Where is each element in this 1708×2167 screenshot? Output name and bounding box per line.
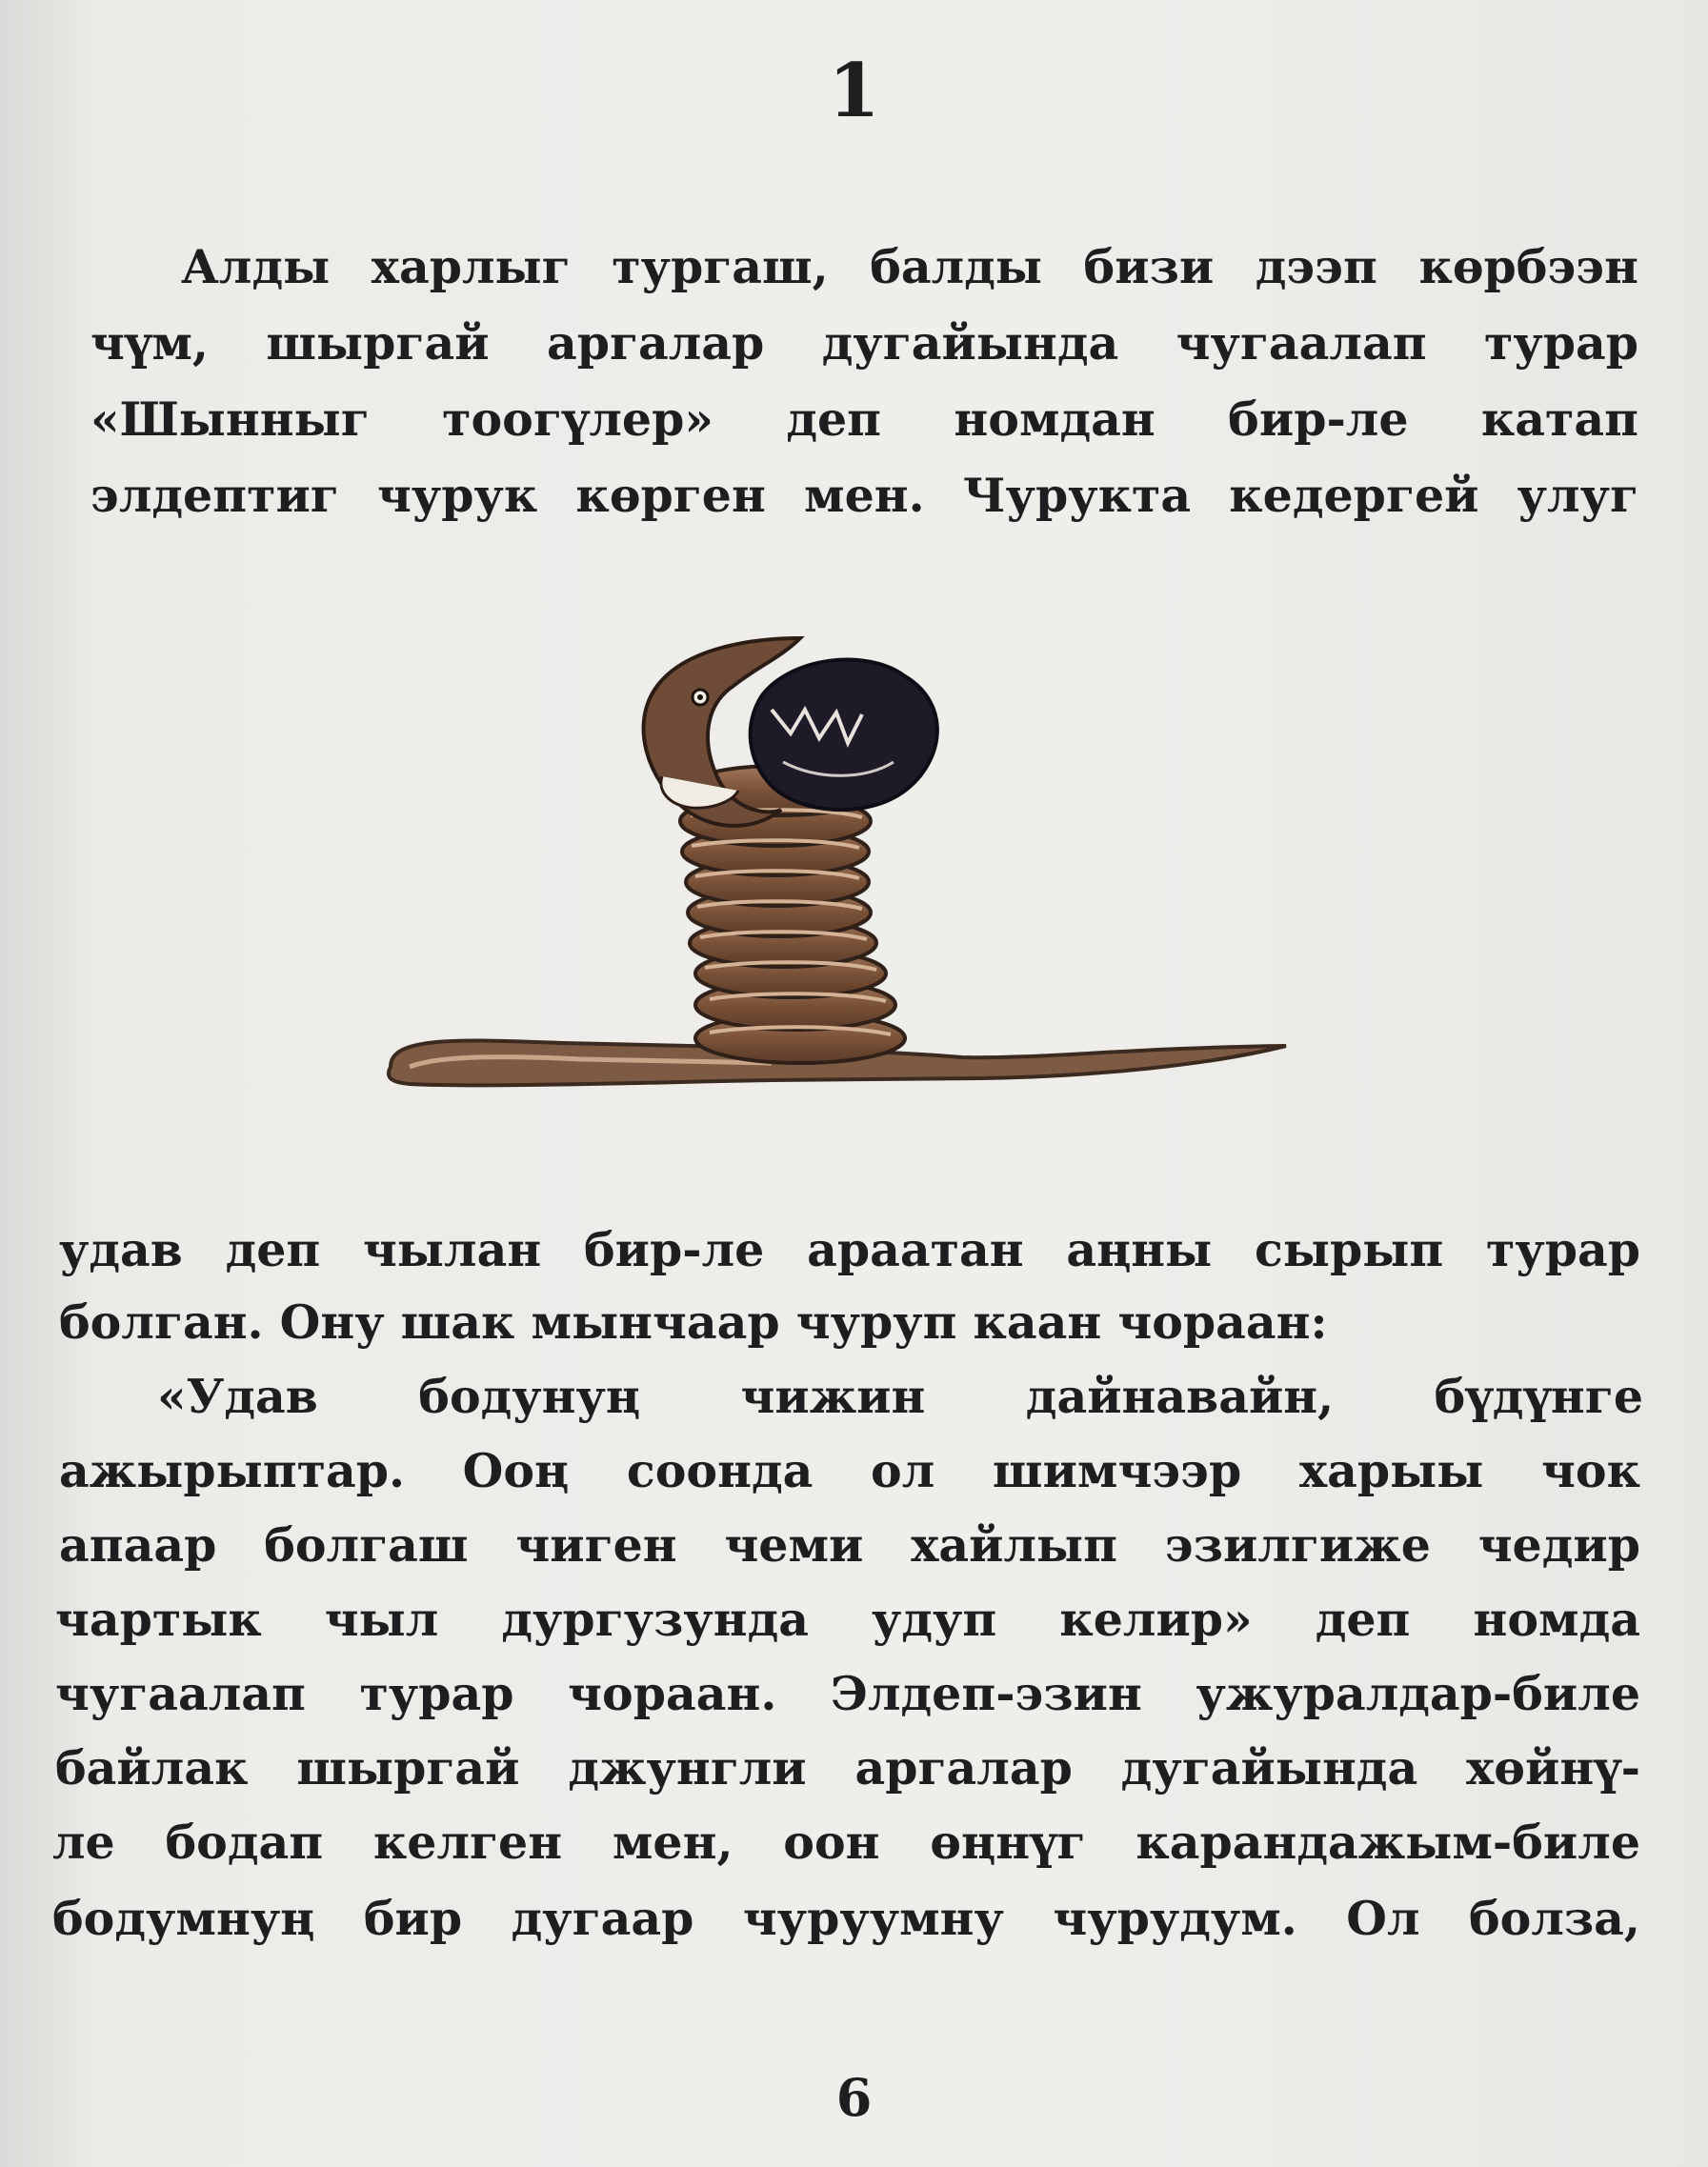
page-number: 6 xyxy=(835,2067,873,2128)
text-line: элдептиг чурук көрген мен. Чурукта кедергей улуг xyxy=(90,468,1638,523)
text-line: бодумнуң бир дугаар чуруумну чурудум. Ол болза, xyxy=(52,1891,1640,1946)
text-line: байлак шыргай джунгли аргалар дугайында хөйнү- xyxy=(55,1740,1640,1796)
text-line: болган. Ону шак мынчаар чуруп каан чораан: xyxy=(59,1294,1328,1350)
text-line: удав деп чылан бир-ле араатан аңны сырып турар xyxy=(59,1222,1640,1277)
chapter-number: 1 xyxy=(828,48,880,134)
text-line: Алды харлыг тургаш, балды бизи дээп көрбээн xyxy=(181,239,1638,294)
text-line: апаар болгаш чиген чеми хайлып эзилгиже чедир xyxy=(59,1517,1640,1573)
boa-constrictor-icon xyxy=(372,619,1334,1114)
text-line: «Шынныг тоогүлер» деп номдан бир-ле катап xyxy=(90,391,1638,447)
text-line: «Удав бодунуң чижин дайнавайн, бүдүнге xyxy=(157,1369,1643,1424)
text-line: ле бодап келген мен, оон өңнүг карандажым-биле xyxy=(52,1815,1640,1870)
text-line: чартык чыл дургузунда удуп келир» деп номда xyxy=(55,1592,1640,1647)
text-line: чүм, шыргай аргалар дугайында чугаалап турар xyxy=(90,315,1638,371)
text-line: чугаалап турар чораан. Элдеп-эзин ужуралдар-биле xyxy=(55,1666,1640,1721)
text-line: ажырыптар. Ооң соонда ол шимчээр харыы чок xyxy=(59,1443,1640,1498)
